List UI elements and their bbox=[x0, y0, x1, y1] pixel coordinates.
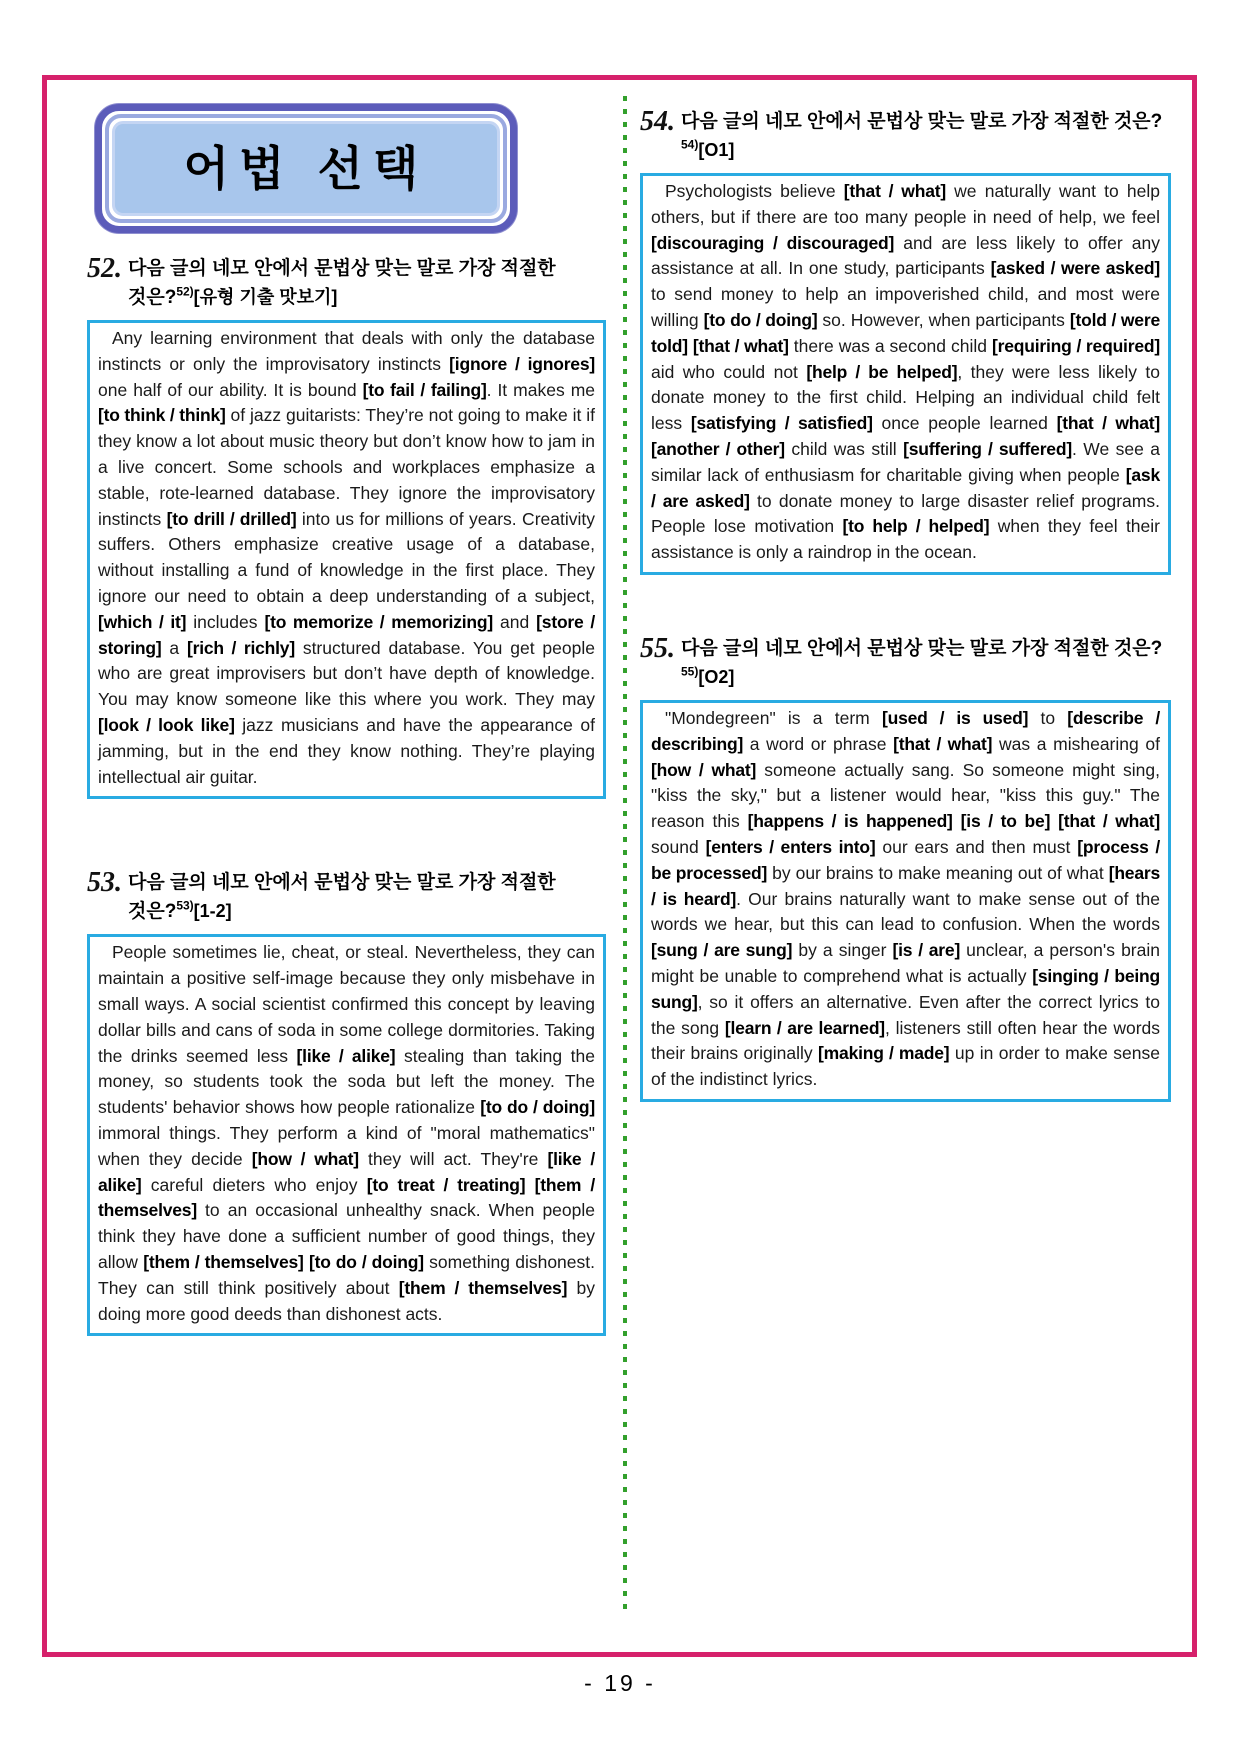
question-55-prompt-text: 다음 글의 네모 안에서 문법상 맞는 말로 가장 적절한 것은? bbox=[681, 637, 1163, 659]
question-55-number: 55. bbox=[640, 632, 675, 664]
worksheet-title-box bbox=[95, 104, 517, 233]
question-53-prompt bbox=[128, 869, 606, 926]
question-54-header bbox=[640, 108, 1171, 165]
question-54-number: 54. bbox=[640, 106, 675, 137]
left-column bbox=[87, 80, 606, 1336]
question-52-prompt bbox=[128, 255, 606, 312]
question-53-passage-text: People sometimes lie, cheat, or steal. Nevertheless, they can maintain a positive self-image because they only misbehave in small ways. A social scientist confirmed this concept by leaving dollar bills and cans of soda in some college dormitories. Taking the drinks seemed less [like / alike] stealing than taking the money, so students took the soda but left the money. The students' behavior shows how people rationalize [to do / doing] immoral things. They perform a kind of "moral mathematics" when they decide [how / what] they will act. They're [like / alike] careful dieters who enjoy [to treat / treating] [them / themselves] to an occasional unhealthy snack. When people think they have done a sufficient number of good things, they allow [them / themselves] [to do / doing] something dishonest. They can still think positively about [them / themselves] by doing more good deeds than dishonest acts. bbox=[98, 942, 596, 1324]
right-column bbox=[640, 80, 1171, 1102]
question-54-passage-box bbox=[640, 173, 1171, 575]
question-55-passage-box bbox=[640, 700, 1171, 1102]
question-54 bbox=[640, 108, 1171, 575]
question-54-footnote: 54) bbox=[681, 137, 699, 152]
question-55-footnote: 55) bbox=[681, 664, 699, 679]
question-53-passage-box bbox=[87, 934, 606, 1336]
worksheet-title-box-ring bbox=[105, 114, 507, 223]
question-53-header bbox=[87, 869, 606, 926]
question-53 bbox=[87, 869, 606, 1336]
question-55-header bbox=[640, 632, 1171, 692]
question-53-tag: [1-2] bbox=[193, 901, 232, 922]
question-54-tag: [O1] bbox=[698, 140, 735, 160]
question-54-prompt-text: 다음 글의 네모 안에서 문법상 맞는 말로 가장 적절한 것은? bbox=[681, 111, 1163, 132]
question-54-prompt bbox=[681, 108, 1171, 165]
question-52-footnote: 52) bbox=[176, 284, 194, 299]
question-53-prompt-text: 다음 글의 네모 안에서 문법상 맞는 말로 가장 적절한 것은? bbox=[128, 872, 556, 923]
question-52-passage-box bbox=[87, 320, 606, 799]
page-number: - 19 - bbox=[584, 1670, 656, 1696]
question-55 bbox=[640, 632, 1171, 1102]
question-53-footnote: 53) bbox=[176, 899, 194, 914]
question-52-number: 52. bbox=[87, 253, 122, 284]
question-52-passage-text: Any learning environment that deals with only the database instincts or only the improvisatory instincts [ignore / ignores] one half of our ability. It is bound [to fail / failing]. It makes me [to think / think] of jazz guitarists: They’re not going to make it if they know a lot about music theory but don’t know how to jam in a live concert. Some schools and workplaces emphasize a stable, rote-learned database. They ignore the improvisatory instincts [to drill / drilled] into us for millions of years. Creativity suffers. Others emphasize creative usage of a database, without installing a fund of knowledge in the first place. They ignore our need to obtain a deep understanding of a subject, [which / it] includes [to memorize / memorizing] and [store / storing] a [rich / richly] structured database. You get people who are great improvisers but don’t have depth of knowledge. You may know someone like this where you work. They may [look / look like] jazz musicians and have the appearance of jamming, but in the end they know nothing. They’re playing intellectual air guitar. bbox=[98, 328, 596, 787]
question-54-passage-text: Psychologists believe [that / what] we naturally want to help others, but if there are too many people in need of help, we feel [discouraging / discouraged] and are less likely to offer any assistance at all. In one study, participants [asked / were asked] to send money to help an impoverished child, and most were willing [to do / doing] so. However, when participants [told / were told] [that / what] there was a second child [requiring / required] aid who could not [help / be helped], they were less likely to donate money to the first child. Helping an individual child felt less [satisfying / satisfied] once people learned [that / what] [another / other] child was still [suffering / suffered]. We see a similar lack of enthusiasm for charitable giving when people [ask / are asked] to donate money to large disaster relief programs. People lose motivation [to help / helped] when they feel their assistance is only a raindrop in the ocean. bbox=[651, 181, 1161, 563]
question-55-prompt bbox=[681, 635, 1171, 692]
column-divider bbox=[623, 96, 627, 1612]
question-53-number: 53. bbox=[87, 867, 122, 899]
question-52 bbox=[87, 255, 606, 799]
question-55-tag: [O2] bbox=[698, 666, 735, 687]
question-52-header bbox=[87, 255, 606, 312]
question-52-prompt-text: 다음 글의 네모 안에서 문법상 맞는 말로 가장 적절한 것은? bbox=[128, 258, 556, 308]
page-border-frame bbox=[42, 75, 1197, 1657]
worksheet-title: 어법 선택 bbox=[112, 121, 500, 216]
question-52-tag: [유형 기출 맛보기] bbox=[193, 287, 338, 307]
question-55-passage-text: "Mondegreen" is a term [used / is used] to [describe / describing] a word or phrase [that / what] was a mishearing of [how / what] someone actually sang. So someone might sing, "kiss the sky," but a listener would hear, "kiss this guy." The reason this [happens / is happened] [is / to be] [that / what] sound [enters / enters into] our ears and then must [process / be processed] by our brains to make meaning out of what [hears / is heard]. Our brains naturally want to make sense out of the words we hear, but this can lead to confusion. When the words [sung / are sung] by a singer [is / are] unclear, a person's brain might be unable to comprehend what is actually [singing / being sung], so it offers an alternative. Even after the correct lyrics to the song [learn / are learned], listeners still often hear the words their brains originally [making / made] up in order to make sense of the indistinct lyrics. bbox=[651, 707, 1161, 1090]
